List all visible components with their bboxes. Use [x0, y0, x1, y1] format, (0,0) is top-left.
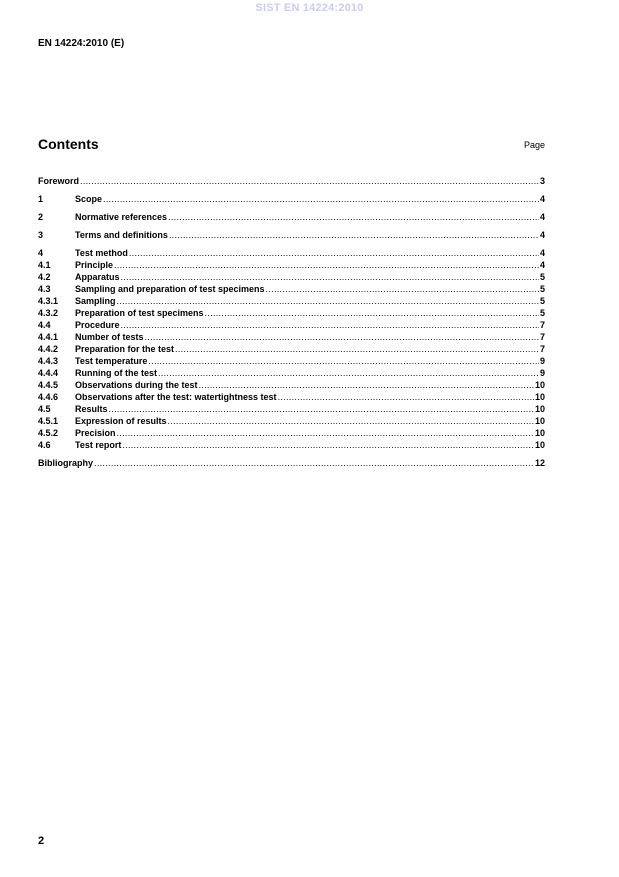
toc-entry-title: Apparatus — [75, 272, 120, 282]
toc-entry[interactable] — [38, 343, 545, 355]
toc-entry-page: 10 — [534, 380, 545, 390]
toc-entry[interactable] — [38, 415, 545, 427]
toc-entry[interactable] — [38, 367, 545, 379]
toc-entry-page: 4 — [539, 212, 545, 222]
toc-entry-title: Test report — [75, 440, 122, 450]
toc-dot-leader — [169, 229, 539, 241]
toc-entry-title: Observations during the test — [75, 380, 198, 390]
toc-entry-page: 4 — [539, 260, 545, 270]
toc-dot-leader — [122, 439, 534, 451]
toc-entry-page: 7 — [539, 332, 545, 342]
toc-entry-title: Procedure — [75, 320, 120, 330]
toc-entry-title: Bibliography — [38, 458, 94, 468]
toc-dot-leader — [80, 175, 539, 187]
toc-entry-number: 4.4.1 — [38, 332, 59, 342]
toc-entry[interactable] — [38, 355, 545, 367]
toc-entry-title: Principle — [75, 260, 114, 270]
toc-entry[interactable] — [38, 175, 545, 187]
toc-dot-leader — [129, 247, 539, 259]
document-id: EN 14224:2010 (E) — [38, 38, 125, 49]
toc-entry-title: Scope — [75, 194, 103, 204]
toc-entry-page: 5 — [539, 296, 545, 306]
toc-entry-title: Expression of results — [75, 416, 167, 426]
toc-dot-leader — [121, 271, 539, 283]
toc-dot-leader — [175, 343, 539, 355]
page-column-label: Page — [523, 140, 545, 150]
toc-entry-number: 4.6 — [38, 440, 51, 450]
toc-entry-page: 9 — [539, 368, 545, 378]
toc-entry[interactable] — [38, 193, 545, 205]
toc-dot-leader — [266, 283, 539, 295]
toc-entry-number: 4.2 — [38, 272, 51, 282]
toc-entry-title: Precision — [75, 428, 116, 438]
toc-entry-page: 10 — [534, 428, 545, 438]
toc-dot-leader — [145, 331, 539, 343]
toc-entry-page: 7 — [539, 320, 545, 330]
toc-entry-page: 7 — [539, 344, 545, 354]
toc-entry-number: 4.4.2 — [38, 344, 59, 354]
toc-entry-page: 12 — [534, 458, 545, 468]
toc-entry-number: 4.4.4 — [38, 368, 59, 378]
toc-entry-page: 4 — [539, 194, 545, 204]
toc-entry-number: 3 — [38, 230, 44, 240]
toc-entry-number: 2 — [38, 212, 44, 222]
toc-entry-title: Preparation for the test — [75, 344, 175, 354]
toc-entry-title: Test temperature — [75, 356, 148, 366]
toc-entry[interactable] — [38, 403, 545, 415]
toc-entry[interactable] — [38, 319, 545, 331]
toc-entry-number: 4.3 — [38, 284, 51, 294]
toc-entry-number: 4.1 — [38, 260, 51, 270]
toc-entry-title: Test method — [75, 248, 128, 258]
toc-dot-leader — [168, 415, 534, 427]
toc-entry-page: 10 — [534, 404, 545, 414]
toc-entry-title: Terms and definitions — [75, 230, 168, 240]
toc-entry[interactable] — [38, 211, 545, 223]
toc-entry-number: 4.4.5 — [38, 380, 59, 390]
toc-entry-page: 10 — [534, 416, 545, 426]
toc-dot-leader — [168, 211, 539, 223]
watermark: SIST EN 14224:2010 — [255, 2, 364, 14]
toc-entry-title: Results — [75, 404, 108, 414]
toc-entry-number: 4.4.6 — [38, 392, 59, 402]
toc-entry-number: 4.4 — [38, 320, 51, 330]
toc-dot-leader — [114, 259, 539, 271]
toc-dot-leader — [103, 193, 539, 205]
toc-entry-title: Observations after the test: watertightness test — [75, 392, 277, 402]
toc-entry-number: 4.5.1 — [38, 416, 59, 426]
toc-entry-page: 5 — [539, 272, 545, 282]
toc-entry[interactable] — [38, 283, 545, 295]
toc-entry-title: Foreword — [38, 176, 80, 186]
toc-dot-leader — [199, 379, 534, 391]
toc-entry[interactable] — [38, 295, 545, 307]
toc-entry-page: 10 — [534, 392, 545, 402]
toc-dot-leader — [121, 319, 539, 331]
contents-title: Contents — [38, 136, 99, 152]
toc-entry-page: 4 — [539, 230, 545, 240]
toc-entry-page: 5 — [539, 308, 545, 318]
toc-entry[interactable] — [38, 229, 545, 241]
toc-dot-leader — [148, 355, 539, 367]
toc-dot-leader — [94, 457, 534, 469]
toc-entry-number: 1 — [38, 194, 44, 204]
page-number: 2 — [38, 835, 45, 847]
toc-entry-title: Preparation of test specimens — [75, 308, 204, 318]
toc-entry[interactable] — [38, 439, 545, 451]
toc-entry[interactable] — [38, 379, 545, 391]
toc-entry-title: Normative references — [75, 212, 168, 222]
toc-entry[interactable] — [38, 271, 545, 283]
toc-entry[interactable] — [38, 247, 545, 259]
toc-dot-leader — [117, 427, 534, 439]
toc-entry-page: 3 — [539, 176, 545, 186]
toc-entry-number: 4.3.2 — [38, 308, 59, 318]
toc-entry-title: Sampling and preparation of test specimens — [75, 284, 265, 294]
toc-entry[interactable] — [38, 457, 545, 469]
toc-entry-page: 5 — [539, 284, 545, 294]
toc-entry[interactable] — [38, 427, 545, 439]
toc-entry-number: 4.4.3 — [38, 356, 59, 366]
table-of-contents — [38, 175, 545, 469]
toc-entry[interactable] — [38, 307, 545, 319]
toc-entry-page: 10 — [534, 440, 545, 450]
toc-dot-leader — [278, 391, 534, 403]
toc-entry-page: 9 — [539, 356, 545, 366]
toc-entry-number: 4.5.2 — [38, 428, 59, 438]
toc-dot-leader — [158, 367, 539, 379]
toc-dot-leader — [117, 295, 539, 307]
toc-entry-title: Number of tests — [75, 332, 144, 342]
toc-entry[interactable] — [38, 259, 545, 271]
toc-entry-page: 4 — [539, 248, 545, 258]
toc-entry-number: 4.3.1 — [38, 296, 59, 306]
toc-entry-title: Running of the test — [75, 368, 157, 378]
toc-entry-number: 4 — [38, 248, 44, 258]
toc-entry[interactable] — [38, 331, 545, 343]
toc-entry[interactable] — [38, 391, 545, 403]
toc-dot-leader — [205, 307, 539, 319]
toc-dot-leader — [109, 403, 534, 415]
toc-entry-title: Sampling — [75, 296, 116, 306]
toc-entry-number: 4.5 — [38, 404, 51, 414]
